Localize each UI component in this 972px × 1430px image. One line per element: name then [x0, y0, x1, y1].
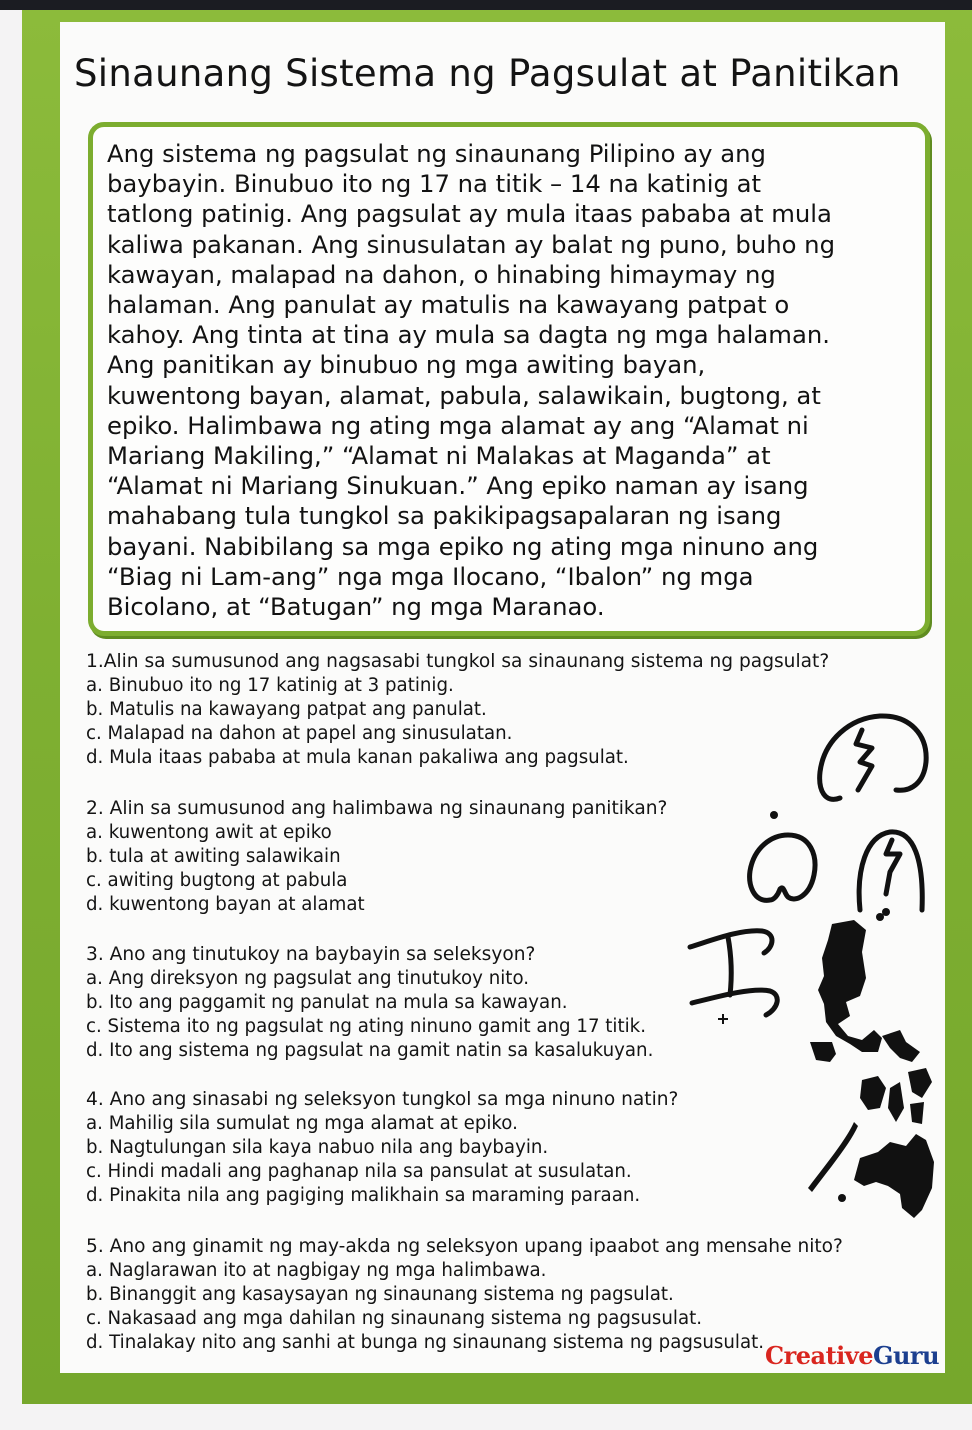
passage-line: kahoy. Ang tinta at tina ay mula sa dagta ng mga halaman. — [107, 320, 830, 350]
passage-line: kawayan, malapad na dahon, o hinabing himaymay ng — [107, 259, 776, 289]
choice-c: c. Malapad na dahon at papel ang sinusulatan. — [86, 723, 513, 744]
choice-b: b. Ito ang paggamit ng panulat na mula sa kawayan. — [86, 992, 568, 1013]
choice-c: c. Nakasaad ang mga dahilan ng sinaunang sistema ng pagsusulat. — [86, 1308, 703, 1329]
passage-line: kaliwa pakanan. Ang sinusulatan ay balat ng puno, buho ng — [107, 229, 836, 259]
question-text: 2. Alin sa sumusunod ang halimbawa ng sinaunang panitikan? — [86, 798, 668, 819]
creative-guru-watermark — [765, 1341, 939, 1370]
choice-d: d. Pinakita nila ang pagiging malikhain sa maraming paraan. — [86, 1185, 641, 1206]
passage-line: kuwentong bayan, alamat, pabula, salawikain, bugtong, at — [107, 380, 821, 410]
choice-d: d. Mula itaas pababa at mula kanan pakaliwa ang pagsulat. — [86, 747, 629, 768]
choice-b: b. Binanggit ang kasaysayan ng sinaunang sistema ng pagsulat. — [86, 1284, 674, 1305]
choice-c: c. Sistema ito ng pagsulat ng ating ninuno gamit ang 17 titik. — [86, 1016, 646, 1037]
question-text: 5. Ano ang ginamit ng may-akda ng seleksyon upang ipaabot ang mensahe nito? — [86, 1236, 843, 1257]
choice-a: a. Ang direksyon ng pagsulat ang tinutukoy nito. — [86, 968, 530, 989]
passage-line: Mariang Makiling,” “Alamat ni Malakas at Maganda” at — [107, 441, 771, 471]
choice-b: b. Matulis na kawayang patpat ang panulat. — [86, 699, 487, 720]
question-text: 1.Alin sa sumusunod ang nagsasabi tungkol sa sinaunang sistema ng pagsulat? — [86, 651, 830, 672]
choice-c: c. awiting bugtong at pabula — [86, 870, 348, 891]
top-dark-bar — [0, 0, 972, 10]
philippines-map-icon — [750, 912, 950, 1232]
watermark-part2: Guru — [872, 1341, 940, 1370]
choice-a: a. Naglarawan ito at nagbigay ng mga halimbawa. — [86, 1260, 547, 1281]
baybayin-character-icon — [800, 700, 935, 810]
choice-a: a. Mahilig sila sumulat ng mga alamat at epiko. — [86, 1113, 518, 1134]
choice-b: b. Nagtulungan sila kaya nabuo nila ang baybayin. — [86, 1137, 549, 1158]
question-4 — [86, 1088, 678, 1208]
choice-d: d. kuwentong bayan at alamat — [86, 894, 365, 915]
passage-line: tatlong patinig. Ang pagsulat ay mula itaas pababa at mula — [107, 199, 832, 229]
question-5 — [86, 1235, 843, 1355]
passage-line: Ang sistema ng pagsulat ng sinaunang Pilipino ay ang — [107, 139, 766, 168]
passage-line: baybayin. Binubuo ito ng 17 na titik – 14 na katinig at — [107, 169, 762, 199]
page-title: Sinaunang Sistema ng Pagsulat at Panitikan — [74, 52, 901, 95]
passage-line: epiko. Halimbawa ng ating mga alamat ay ang “Alamat ni — [107, 410, 809, 440]
choice-d: d. Ito ang sistema ng pagsulat na gamit natin sa kasalukuyan. — [86, 1040, 654, 1061]
passage-line: halaman. Ang panulat ay matulis na kawayang patpat o — [107, 290, 790, 320]
baybayin-character-icon — [740, 805, 840, 915]
choice-a: a. kuwentong awit at epiko — [86, 822, 332, 843]
passage-line: Bicolano, at “Batugan” ng mga Maranao. — [107, 592, 605, 622]
choice-a: a. Binubuo ito ng 17 katinig at 3 patinig. — [86, 675, 454, 696]
question-text: 3. Ano ang tinutukoy na baybayin sa seleksyon? — [86, 944, 536, 965]
question-text: 4. Ano ang sinasabi ng seleksyon tungkol sa mga ninuno natin? — [86, 1089, 679, 1110]
choice-c: c. Hindi madali ang paghanap nila sa pansulat at susulatan. — [86, 1161, 632, 1182]
question-1 — [86, 650, 829, 770]
passage-line: Ang panitikan ay binubuo ng mga awiting bayan, — [107, 350, 706, 380]
passage-line: “Alamat ni Mariang Sinukuan.” Ang epiko naman ay isang — [107, 471, 809, 501]
question-3 — [86, 943, 653, 1063]
question-2 — [86, 797, 667, 917]
choice-d: d. Tinalakay nito ang sanhi at bunga ng sinaunang sistema ng pagsusulat. — [86, 1332, 765, 1353]
choice-b: b. tula at awiting salawikain — [86, 846, 341, 867]
reading-passage — [107, 139, 937, 622]
watermark-part1: Creative — [765, 1341, 873, 1370]
passage-line: mahabang tula tungkol sa pakikipagsapalaran ng isang — [107, 501, 782, 531]
passage-line: “Biag ni Lam-ang” nga mga Ilocano, “Ibalon” ng mga — [107, 561, 754, 591]
passage-line: bayani. Nabibilang sa mga epiko ng ating mga ninuno ang — [107, 531, 819, 561]
reading-passage-box — [88, 122, 930, 636]
